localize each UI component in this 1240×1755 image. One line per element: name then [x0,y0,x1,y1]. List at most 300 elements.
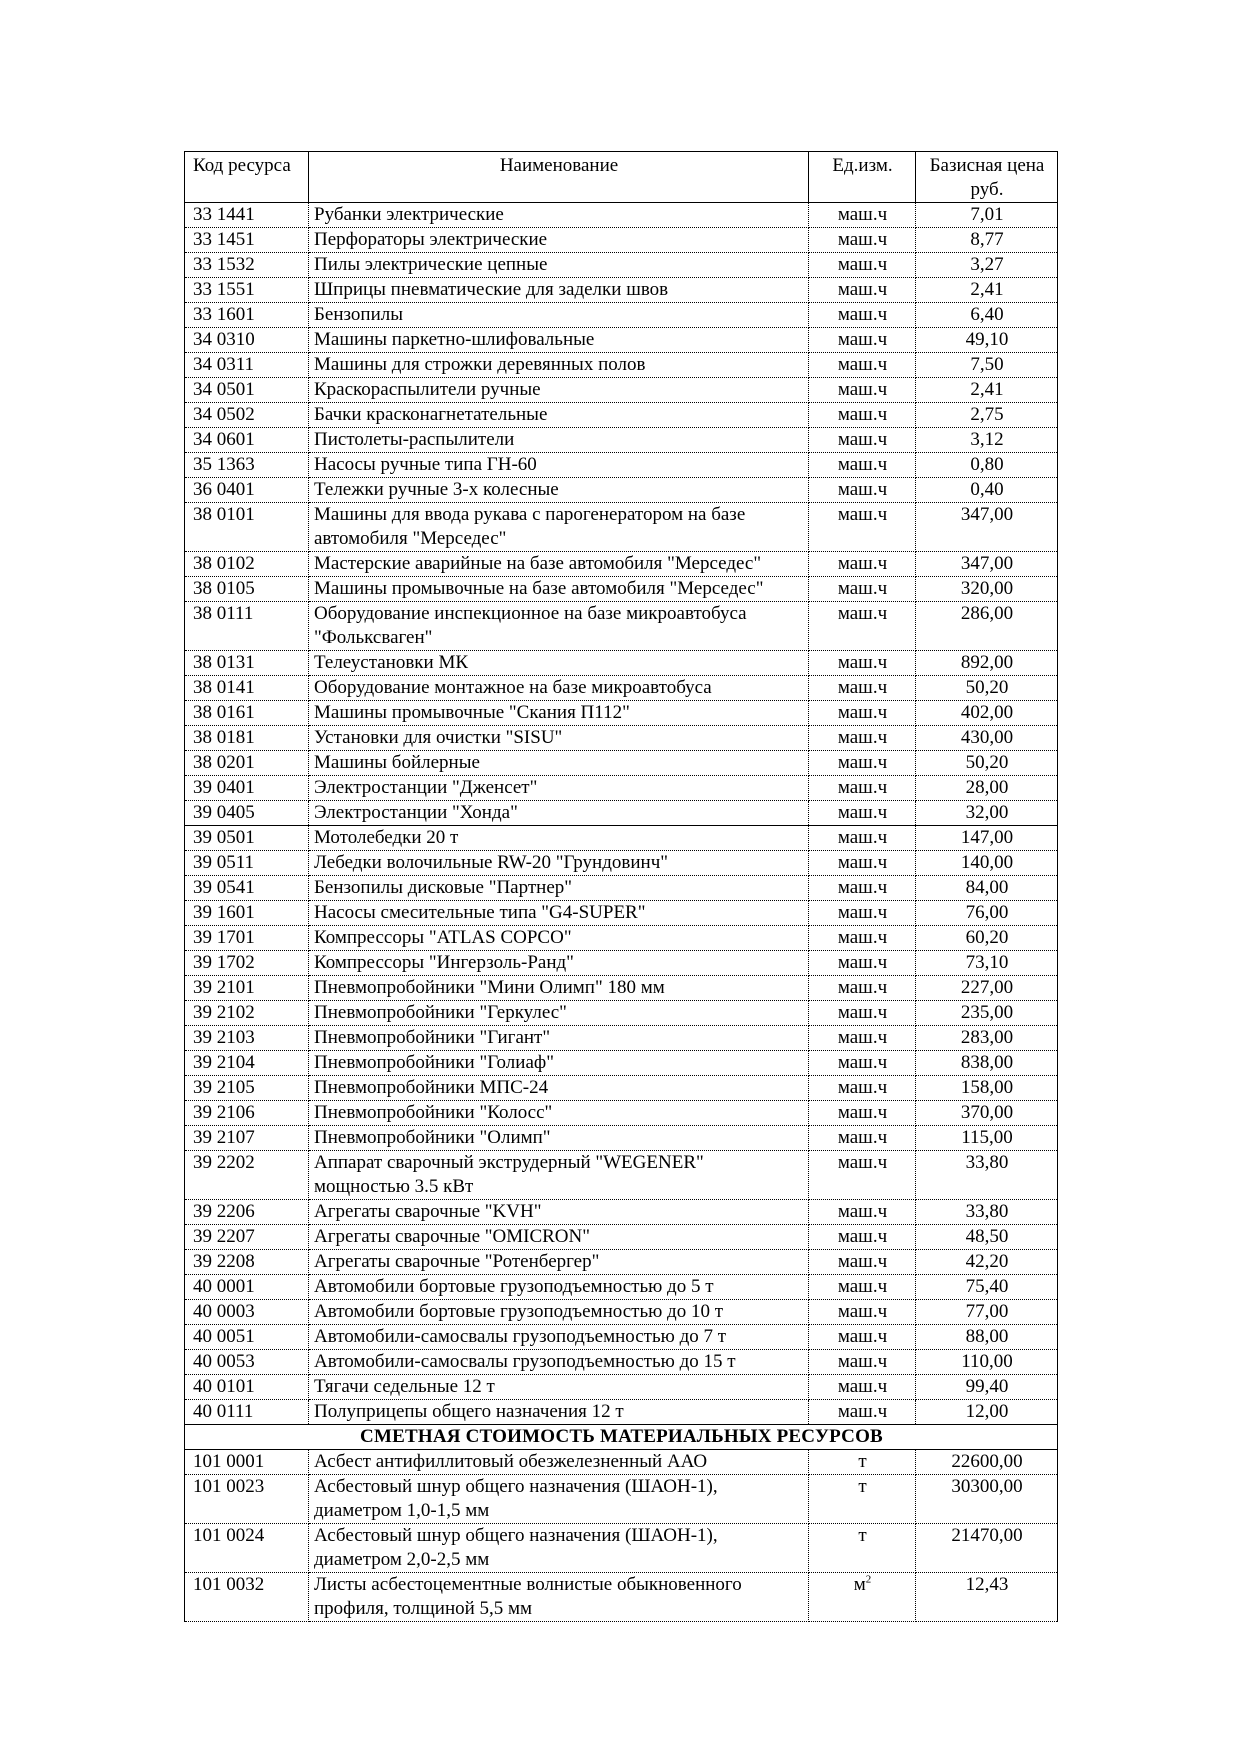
table-row [185,1475,1058,1524]
name-cell: Асбестовый шнур общего назначения (ШАОН-1), диаметром 1,0-1,5 мм [309,1475,809,1524]
name-cell: Пневмопробойники "Геркулес" [309,1001,809,1026]
code-cell: 34 0502 [185,403,309,428]
price-cell: 347,00 [916,503,1058,552]
unit-cell [809,428,916,453]
name-cell: Бензопилы дисковые "Партнер" [309,876,809,901]
code-cell: 38 0102 [185,552,309,577]
price-cell: 33,80 [916,1200,1058,1225]
unit-text: маш.ч [837,752,888,773]
unit-text: т [858,1476,867,1497]
price-cell: 2,41 [916,378,1058,403]
unit-text: маш.ч [837,702,888,723]
unit-text: маш.ч [837,827,888,848]
price-cell: 3,12 [916,428,1058,453]
unit-cell [809,1051,916,1076]
table-row [185,1400,1058,1425]
code-cell: 38 0181 [185,726,309,751]
unit-cell [809,577,916,602]
unit-text: маш.ч [837,304,888,325]
table-row [185,951,1058,976]
code-cell: 34 0601 [185,428,309,453]
unit-text: маш.ч [837,1226,888,1247]
price-cell: 88,00 [916,1325,1058,1350]
code-cell: 40 0053 [185,1350,309,1375]
code-cell: 101 0024 [185,1524,309,1573]
unit-cell [809,701,916,726]
unit-cell [809,926,916,951]
unit-cell [809,1101,916,1126]
price-cell: 32,00 [916,801,1058,826]
price-cell: 60,20 [916,926,1058,951]
price-cell: 76,00 [916,901,1058,926]
code-cell: 38 0131 [185,651,309,676]
name-cell: Аппарат сварочный экструдерный "WEGENER" мощностью 3.5 кВт [309,1151,809,1200]
unit-text: маш.ч [837,1376,888,1397]
price-cell: 42,20 [916,1250,1058,1275]
price-cell: 158,00 [916,1076,1058,1101]
unit-cell [809,353,916,378]
code-cell: 38 0111 [185,602,309,651]
unit-cell [809,676,916,701]
price-cell: 347,00 [916,552,1058,577]
unit-cell [809,801,916,826]
unit-text: маш.ч [837,1152,888,1173]
code-cell: 34 0311 [185,353,309,378]
price-cell: 7,50 [916,353,1058,378]
code-cell: 39 2207 [185,1225,309,1250]
section-title: СМЕТНАЯ СТОИМОСТЬ МАТЕРИАЛЬНЫХ РЕСУРСОВ [185,1425,1058,1450]
unit-text: маш.ч [837,229,888,250]
unit-cell [809,278,916,303]
unit-cell [809,253,916,278]
name-cell: Асбестовый шнур общего назначения (ШАОН-1), диаметром 2,0-2,5 мм [309,1524,809,1573]
table-row [185,552,1058,577]
price-cell: 3,27 [916,253,1058,278]
code-cell: 101 0023 [185,1475,309,1524]
name-cell: Насосы ручные типа ГН-60 [309,453,809,478]
name-cell: Машины промывочные "Скания П112" [309,701,809,726]
table-row [185,228,1058,253]
table-row [185,826,1058,851]
table-row [185,1524,1058,1573]
table-row [185,851,1058,876]
code-cell: 39 2102 [185,1001,309,1026]
unit-text: маш.ч [837,1027,888,1048]
unit-cell [809,1200,916,1225]
name-cell: Мастерские аварийные на базе автомобиля "Мерседес" [309,552,809,577]
unit-cell [809,651,916,676]
unit-cell [809,1126,916,1151]
unit-cell [809,1475,916,1524]
name-cell: Машины паркетно-шлифовальные [309,328,809,353]
table-row [185,1275,1058,1300]
price-cell: 283,00 [916,1026,1058,1051]
price-cell: 21470,00 [916,1524,1058,1573]
table-row [185,1325,1058,1350]
price-cell: 22600,00 [916,1450,1058,1475]
unit-text: маш.ч [837,1326,888,1347]
name-cell: Компрессоры "Ингерзоль-Ранд" [309,951,809,976]
unit-text: маш.ч [837,504,888,525]
unit-text: маш.ч [837,852,888,873]
header-code: Код ресурса [185,152,309,203]
unit-text: маш.ч [837,329,888,350]
name-cell: Автомобили бортовые грузоподъемностью до 5 т [309,1275,809,1300]
price-cell: 50,20 [916,751,1058,776]
code-cell: 39 2101 [185,976,309,1001]
unit-text: маш.ч [837,1251,888,1272]
unit-text: т [858,1525,867,1546]
table-row [185,328,1058,353]
name-cell: Пневмопробойники "Голиаф" [309,1051,809,1076]
code-cell: 101 0001 [185,1450,309,1475]
name-cell: Бензопилы [309,303,809,328]
code-cell: 39 1701 [185,926,309,951]
table-row [185,503,1058,552]
price-cell: 6,40 [916,303,1058,328]
code-cell: 34 0310 [185,328,309,353]
table-row [185,1375,1058,1400]
unit-cell [809,478,916,503]
name-cell: Насосы смесительные типа "G4-SUPER" [309,901,809,926]
unit-cell [809,1350,916,1375]
name-cell: Пневмопробойники "Гигант" [309,1026,809,1051]
name-cell: Электростанции "Хонда" [309,801,809,826]
price-cell: 147,00 [916,826,1058,851]
unit-text: маш.ч [837,777,888,798]
unit-cell [809,1225,916,1250]
table-header [185,152,1058,203]
name-cell: Оборудование монтажное на базе микроавтобуса [309,676,809,701]
header-price: Базисная цена руб. [916,152,1058,203]
price-cell: 12,00 [916,1400,1058,1425]
price-cell: 33,80 [916,1151,1058,1200]
code-cell: 39 0541 [185,876,309,901]
price-cell: 49,10 [916,328,1058,353]
name-cell: Асбест антифиллитовый обезжелезненный ААО [309,1450,809,1475]
code-cell: 39 0501 [185,826,309,851]
unit-cell [809,503,916,552]
unit-text: маш.ч [837,802,888,823]
unit-cell [809,826,916,851]
table-row [185,1126,1058,1151]
table-row [185,726,1058,751]
unit-text: маш.ч [837,479,888,500]
code-cell: 101 0032 [185,1573,309,1622]
table-row [185,676,1058,701]
unit-text: м [853,1574,866,1595]
price-cell: 838,00 [916,1051,1058,1076]
price-cell: 7,01 [916,203,1058,228]
price-cell: 110,00 [916,1350,1058,1375]
name-cell: Машины для ввода рукава с парогенератором на базе автомобиля "Мерседес" [309,503,809,552]
price-cell: 28,00 [916,776,1058,801]
unit-text: маш.ч [837,1201,888,1222]
unit-cell [809,1076,916,1101]
name-cell: Пневмопробойники МПС-24 [309,1076,809,1101]
table-row [185,876,1058,901]
unit-text: маш.ч [837,429,888,450]
table-row [185,1450,1058,1475]
price-cell: 8,77 [916,228,1058,253]
code-cell: 38 0141 [185,676,309,701]
unit-cell [809,1524,916,1573]
unit-text: маш.ч [837,578,888,599]
name-cell: Автомобили бортовые грузоподъемностью до 10 т [309,1300,809,1325]
code-cell: 33 1551 [185,278,309,303]
table-row [185,303,1058,328]
code-cell: 35 1363 [185,453,309,478]
code-cell: 39 2202 [185,1151,309,1200]
price-cell: 12,43 [916,1573,1058,1622]
unit-text: маш.ч [837,1002,888,1023]
unit-cell [809,1375,916,1400]
unit-text: маш.ч [837,1301,888,1322]
name-cell: Бачки красконагнетательные [309,403,809,428]
table-row [185,428,1058,453]
name-cell: Машины промывочные на базе автомобиля "Мерседес" [309,577,809,602]
name-cell: Пневмопробойники "Мини Олимп" 180 мм [309,976,809,1001]
unit-text: маш.ч [837,404,888,425]
code-cell: 39 0511 [185,851,309,876]
name-cell: Пневмопробойники "Колосс" [309,1101,809,1126]
code-cell: 40 0001 [185,1275,309,1300]
unit-text: маш.ч [837,254,888,275]
name-cell: Компрессоры "ATLAS COPCO" [309,926,809,951]
name-cell: Автомобили-самосвалы грузоподъемностью до 15 т [309,1350,809,1375]
code-cell: 39 0401 [185,776,309,801]
table-row [185,1350,1058,1375]
table-row [185,801,1058,826]
code-cell: 36 0401 [185,478,309,503]
name-cell: Пневмопробойники "Олимп" [309,1126,809,1151]
unit-cell [809,751,916,776]
name-cell: Электростанции "Дженсет" [309,776,809,801]
table-row [185,1573,1058,1622]
unit-text: маш.ч [837,1052,888,1073]
unit-cell [809,328,916,353]
code-cell: 39 2104 [185,1051,309,1076]
unit-cell [809,303,916,328]
price-cell: 892,00 [916,651,1058,676]
code-cell: 39 2208 [185,1250,309,1275]
code-cell: 38 0201 [185,751,309,776]
table-row [185,1051,1058,1076]
name-cell: Пилы электрические цепные [309,253,809,278]
price-cell: 2,75 [916,403,1058,428]
name-cell: Пистолеты-распылители [309,428,809,453]
unit-text: маш.ч [837,354,888,375]
price-cell: 75,40 [916,1275,1058,1300]
table-row [185,602,1058,651]
price-cell: 286,00 [916,602,1058,651]
unit-text: т [858,1451,867,1472]
unit-text: маш.ч [837,1401,888,1422]
unit-text: маш.ч [837,652,888,673]
code-cell: 33 1601 [185,303,309,328]
table-row [185,403,1058,428]
table-row [185,1026,1058,1051]
name-cell: Агрегаты сварочные "Ротенбергер" [309,1250,809,1275]
resource-price-table [184,151,1058,1622]
table-row [185,901,1058,926]
code-cell: 40 0111 [185,1400,309,1425]
unit-cell [809,378,916,403]
name-cell: Агрегаты сварочные "OMICRON" [309,1225,809,1250]
unit-cell [809,1325,916,1350]
unit-cell [809,453,916,478]
price-cell: 84,00 [916,876,1058,901]
name-cell: Мотолебедки 20 т [309,826,809,851]
name-cell: Машины бойлерные [309,751,809,776]
unit-cell [809,203,916,228]
table-row [185,577,1058,602]
code-cell: 39 2105 [185,1076,309,1101]
unit-cell [809,1250,916,1275]
unit-cell [809,1300,916,1325]
unit-text: маш.ч [837,1077,888,1098]
unit-cell [809,602,916,651]
unit-text: маш.ч [837,1276,888,1297]
unit-text: маш.ч [837,603,888,624]
code-cell: 39 0405 [185,801,309,826]
price-cell: 0,40 [916,478,1058,503]
price-cell: 50,20 [916,676,1058,701]
table-row [185,1001,1058,1026]
unit-text: маш.ч [837,877,888,898]
name-cell: Листы асбестоцементные волнистые обыкновенного профиля, толщиной 5,5 мм [309,1573,809,1622]
unit-cell [809,901,916,926]
section-row [185,1425,1058,1450]
name-cell: Агрегаты сварочные "KVH" [309,1200,809,1225]
code-cell: 39 1702 [185,951,309,976]
unit-cell [809,976,916,1001]
price-cell: 2,41 [916,278,1058,303]
code-cell: 33 1532 [185,253,309,278]
name-cell: Полуприцепы общего назначения 12 т [309,1400,809,1425]
unit-text: маш.ч [837,454,888,475]
unit-text: маш.ч [837,1127,888,1148]
code-cell: 38 0101 [185,503,309,552]
name-cell: Телеустановки МК [309,651,809,676]
name-cell: Установки для очистки "SISU" [309,726,809,751]
unit-text: маш.ч [837,927,888,948]
code-cell: 33 1451 [185,228,309,253]
code-cell: 39 1601 [185,901,309,926]
unit-cell [809,726,916,751]
price-cell: 320,00 [916,577,1058,602]
table-row [185,278,1058,303]
price-cell: 140,00 [916,851,1058,876]
name-cell: Машины для строжки деревянных полов [309,353,809,378]
unit-cell [809,403,916,428]
unit-text: маш.ч [837,677,888,698]
code-cell: 40 0051 [185,1325,309,1350]
name-cell: Тягачи седельные 12 т [309,1375,809,1400]
unit-text: маш.ч [837,1102,888,1123]
unit-text: маш.ч [837,204,888,225]
table-row [185,203,1058,228]
name-cell: Краскораспылители ручные [309,378,809,403]
price-cell: 430,00 [916,726,1058,751]
unit-text: маш.ч [837,1351,888,1372]
unit-cell [809,228,916,253]
price-cell: 0,80 [916,453,1058,478]
unit-text: маш.ч [837,952,888,973]
header-unit: Ед.изм. [809,152,916,203]
code-cell: 39 2103 [185,1026,309,1051]
price-cell: 402,00 [916,701,1058,726]
price-cell: 235,00 [916,1001,1058,1026]
table-row [185,1101,1058,1126]
name-cell: Оборудование инспекционное на базе микроавтобуса "Фольксваген" [309,602,809,651]
unit-text: маш.ч [837,279,888,300]
name-cell: Тележки ручные 3-х колесные [309,478,809,503]
unit-cell [809,552,916,577]
table-row [185,253,1058,278]
unit-cell [809,1275,916,1300]
table-row [185,701,1058,726]
table-row [185,353,1058,378]
price-cell: 99,40 [916,1375,1058,1400]
unit-superscript: 2 [865,1573,872,1586]
unit-text: маш.ч [837,379,888,400]
table-row [185,478,1058,503]
name-cell: Лебедки волочильные RW-20 "Грундовинч" [309,851,809,876]
table-row [185,651,1058,676]
unit-text: маш.ч [837,727,888,748]
code-cell: 38 0105 [185,577,309,602]
name-cell: Автомобили-самосвалы грузоподъемностью до 7 т [309,1325,809,1350]
code-cell: 40 0101 [185,1375,309,1400]
table-row [185,1225,1058,1250]
table-row [185,751,1058,776]
unit-cell [809,951,916,976]
code-cell: 33 1441 [185,203,309,228]
price-cell: 30300,00 [916,1475,1058,1524]
table-row [185,453,1058,478]
unit-cell [809,1151,916,1200]
table-row [185,378,1058,403]
unit-cell [809,1573,916,1622]
code-cell: 39 2106 [185,1101,309,1126]
code-cell: 39 2206 [185,1200,309,1225]
unit-cell [809,1450,916,1475]
unit-cell [809,1001,916,1026]
table-row [185,926,1058,951]
price-cell: 73,10 [916,951,1058,976]
price-cell: 370,00 [916,1101,1058,1126]
unit-text: маш.ч [837,902,888,923]
header-name: Наименование [309,152,809,203]
unit-cell [809,876,916,901]
name-cell: Перфораторы электрические [309,228,809,253]
table-row [185,776,1058,801]
code-cell: 34 0501 [185,378,309,403]
unit-text: маш.ч [837,553,888,574]
unit-cell [809,776,916,801]
code-cell: 40 0003 [185,1300,309,1325]
table-row [185,1250,1058,1275]
unit-cell [809,1400,916,1425]
unit-cell [809,851,916,876]
price-cell: 115,00 [916,1126,1058,1151]
code-cell: 38 0161 [185,701,309,726]
price-cell: 227,00 [916,976,1058,1001]
code-cell: 39 2107 [185,1126,309,1151]
name-cell: Шприцы пневматические для заделки швов [309,278,809,303]
unit-text: маш.ч [837,977,888,998]
